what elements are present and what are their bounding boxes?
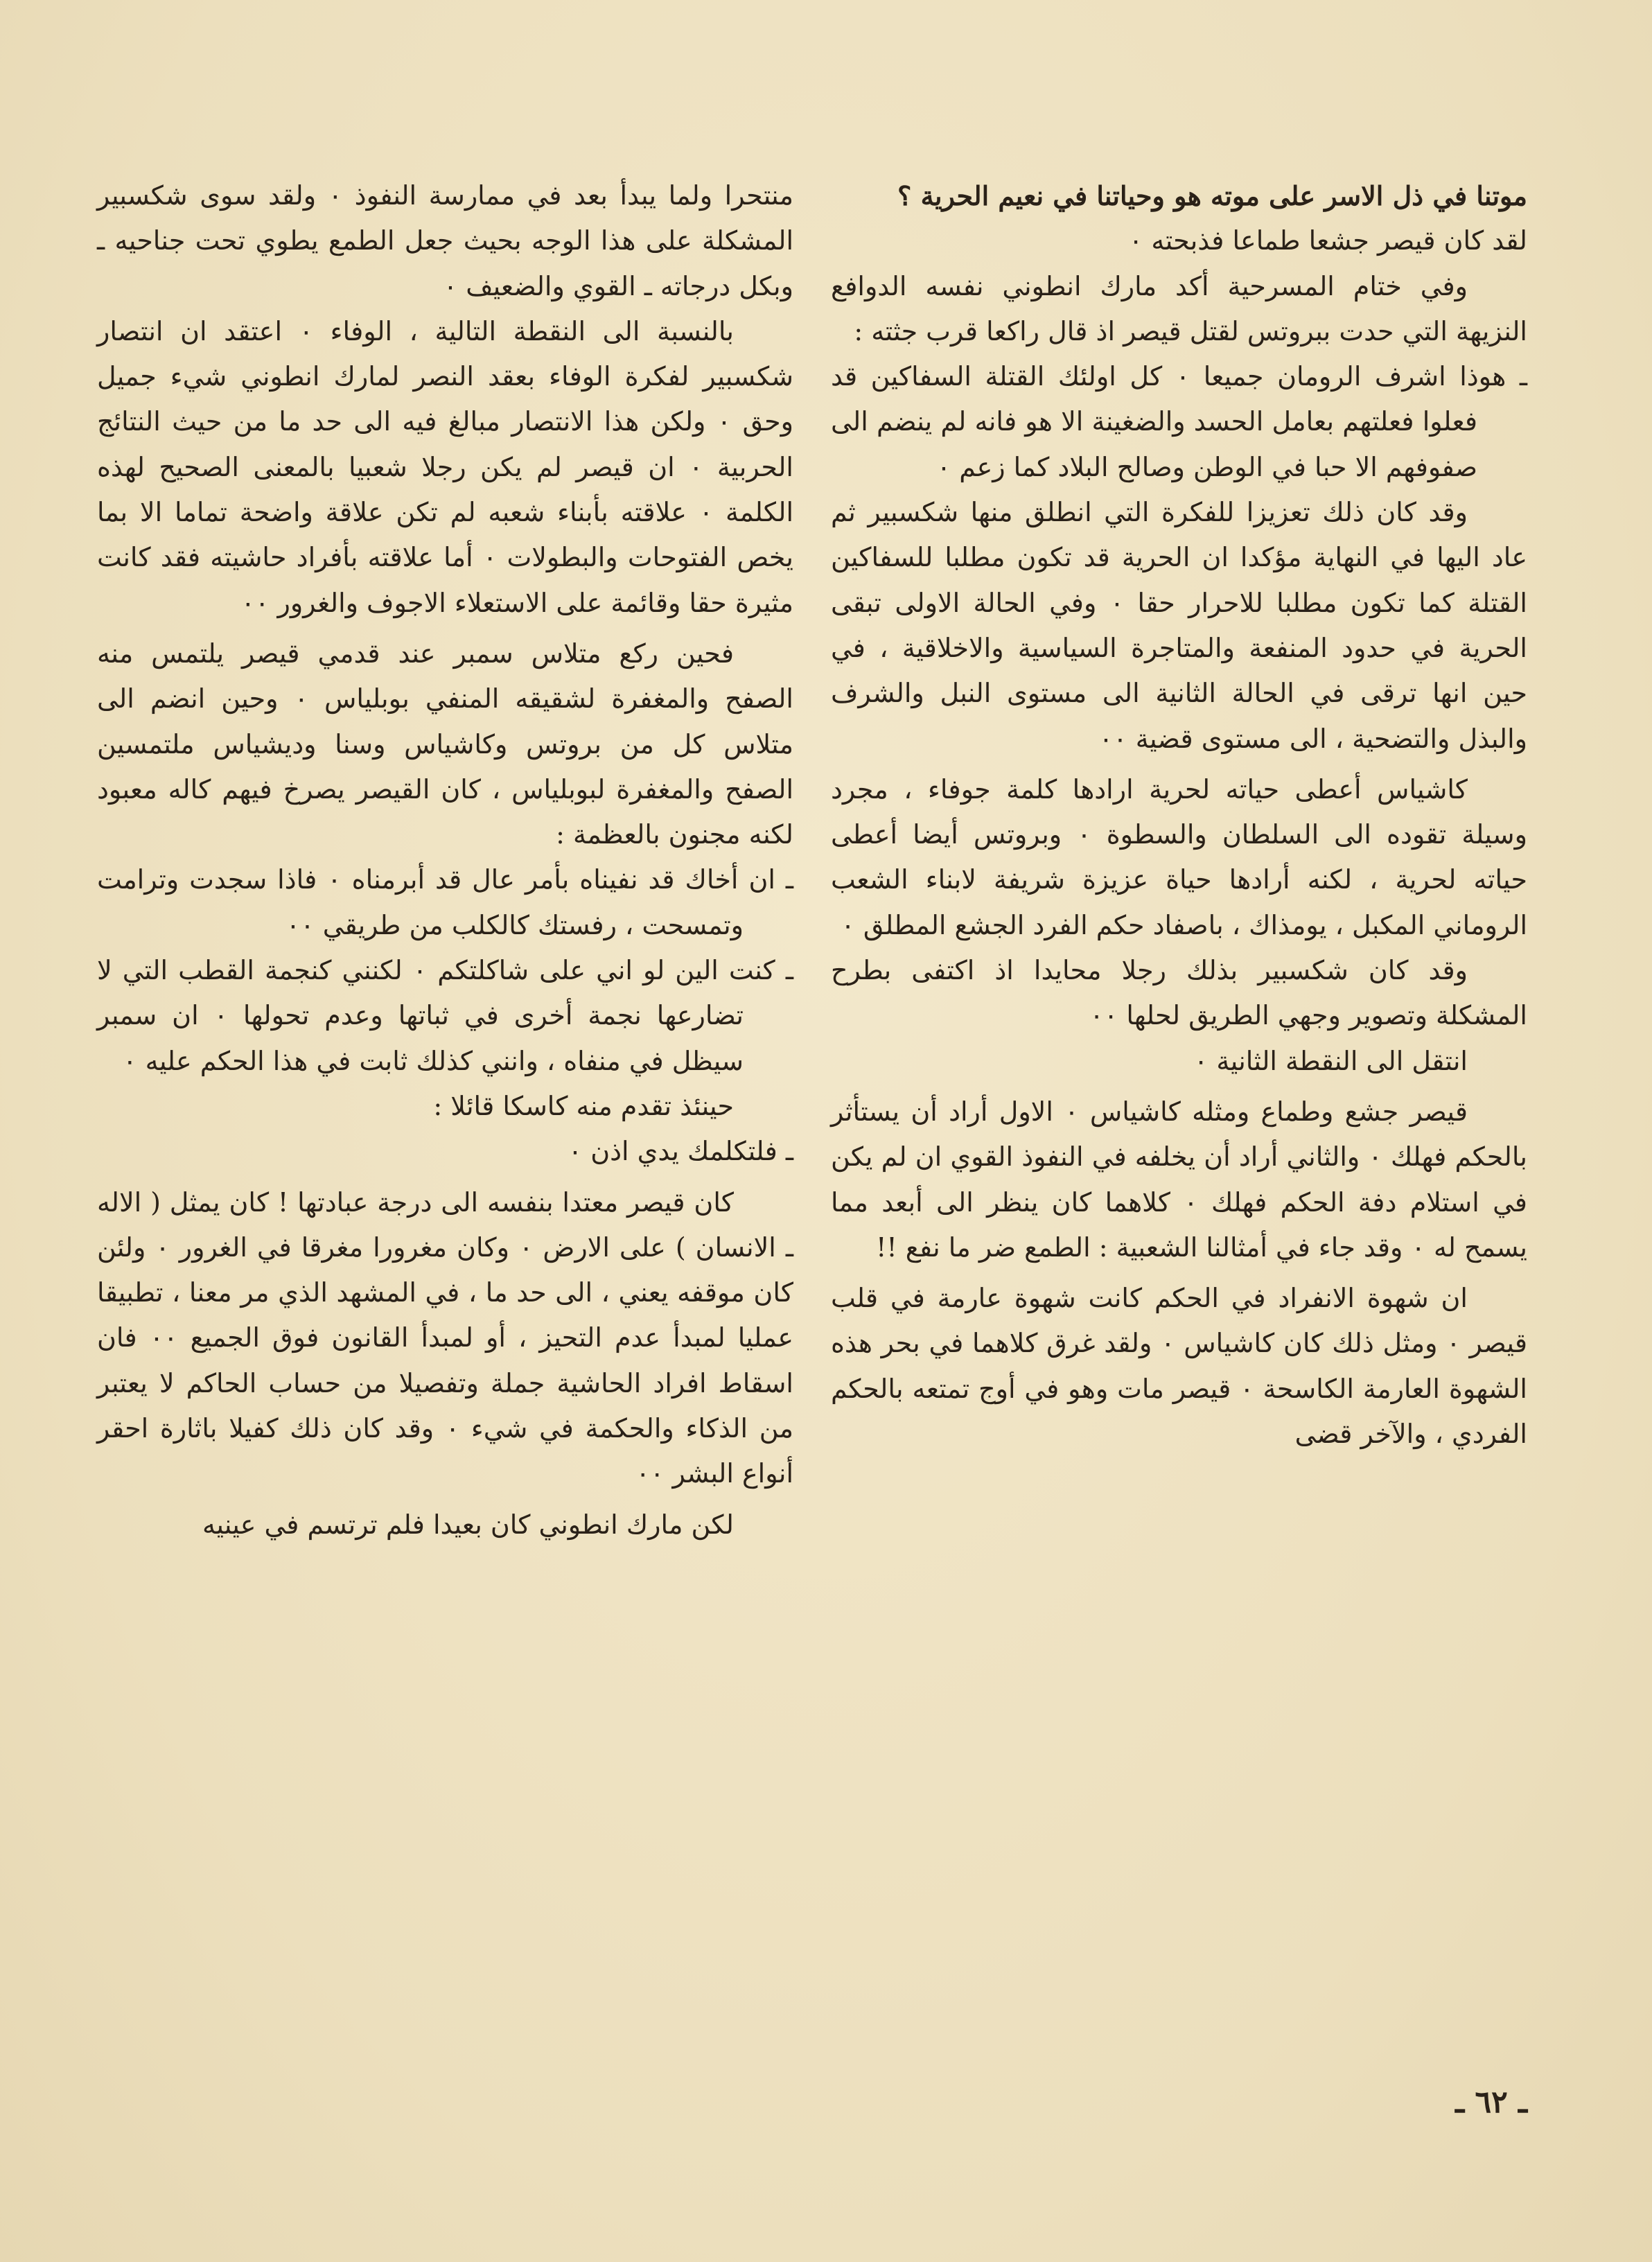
paragraph: لقد كان قيصر جشعا طماعا فذبحته ٠ [1128, 225, 1527, 256]
paragraph: وفي ختام المسرحية أكد مارك انطوني نفسه الدوافع النزيهة التي حدت ببروتس لقتل قيصر اذ قال راكعا قرب جثته : [831, 270, 1527, 347]
paragraph: كاشياس أعطى حياته لحرية ارادها كلمة جوفاء ، مجرد وسيلة تقوده الى السلطان والسطوة ٠ وبروتس أيضا أعطى حياته لحرية ، لكنه أرادها حياة عزيزة شريفة لابناء الشعب الروماني المكبل ، يومذاك ، باصفاد حكم الفرد الجشع المطلق ٠ [831, 773, 1528, 940]
page-number: ـ ٦٢ ـ [1455, 2085, 1527, 2120]
right-text-column [831, 173, 1527, 1457]
paragraph: منتحرا ولما يبدأ بعد في ممارسة النفوذ ٠ ولقد سوى شكسبير المشكلة على هذا الوجه بحيث جعل الطمع يطوي تحت جناحيه ـ وبكل درجاته ـ القوي والضعيف ٠ [97, 180, 793, 301]
paragraph: ـ ان أخاك قد نفيناه بأمر عال قد أبرمناه ٠ فاذا سجدت وترامت وتمسحت ، رفستك كالكلب من طريقي ٠٠ [97, 864, 793, 940]
paragraph: حينئذ تقدم منه كاسكا قائلا : [433, 1090, 734, 1121]
paragraph: انتقل الى النقطة الثانية ٠ [1193, 1045, 1468, 1076]
paragraph: ان شهوة الانفراد في الحكم كانت شهوة عارمة في قلب قيصر ٠ ومثل ذلك كان كاشياس ٠ ولقد غرق كلاهما في بحر هذه الشهوة العارمة الكاسحة ٠ قيصر مات وهو في أوج تمتعه بالحكم الفردي ، والآخر قضى [831, 1283, 1527, 1450]
paragraph: فحين ركع متلاس سمبر عند قدمي قيصر يلتمس منه الصفح والمغفرة لشقيقه المنفي بوبلياس ٠ وحين انضم الى متلاس كل من بروتس وكاشياس وسنا وديشياس ملتمسين الصفح والمغفرة لبوبلياس ، كان القيصر يصرخ فيهم كاله معبود لكنه مجنون بالعظمة : [97, 638, 793, 850]
paragraph: بالنسبة الى النقطة التالية ، الوفاء ٠ اعتقد ان انتصار شكسبير لفكرة الوفاء بعقد النصر لمارك انطوني شيء جميل وحق ٠ ولكن هذا الانتصار مبالغ فيه الى حد ما من حيث النتائج الحربية ٠ ان قيصر لم يكن رجلا شعبيا بالمعنى الصحيح لهذه الكلمة ٠ علاقته بأبناء شعبه لم تكن علاقة واضحة تماما الا بما يخص الفتوحات والبطولات ٠ أما علاقته بأفراد حاشيته فقد كانت مثيرة حقا وقائمة على الاستعلاء الاجوف والغرور ٠٠ [97, 315, 793, 618]
paragraph: وقد كان ذلك تعزيزا للفكرة التي انطلق منها شكسبير ثم عاد اليها في النهاية مؤكدا ان الحرية قد تكون مطلبا للسفاكين القتلة كما تكون مطلبا للاحرار حقا ٠ وفي الحالة الاولى تبقى الحرية في حدود المنفعة والمتاجرة السياسية والاخلاقية ، في حين انها ترقى في الحالة الثانية الى مستوى النبل والشرف والبذل والتضحية ، الى مستوى قضية ٠٠ [831, 497, 1527, 754]
left-text-column [97, 173, 793, 1548]
paragraph: موتنا في ذل الاسر على موته هو وحياتنا في نعيم الحرية ؟ [897, 180, 1527, 211]
paragraph: ـ كنت الين لو اني على شاكلتكم ٠ لكنني كنجمة القطب التي لا تضارعها نجمة أخرى في ثباتها وعدم تحولها ٠ ان سمبر سيظل في منفاه ، وانني كذلك ثابت في هذا الحكم عليه ٠ [97, 955, 793, 1076]
paragraph: قيصر جشع وطماع ومثله كاشياس ٠ الاول أراد أن يستأثر بالحكم فهلك ٠ والثاني أراد أن يخلفه في النفوذ القوي ان لم يكن في استلام دفة الحكم فهلك ٠ كلاهما كان ينظر الى أبعد مما يسمح له ٠ وقد جاء في أمثالنا الشعبية : الطمع ضر ما نفع !! [831, 1096, 1527, 1263]
paragraph: وقد كان شكسبير بذلك رجلا محايدا اذ اكتفى بطرح المشكلة وتصوير وجهي الطريق لحلها ٠٠ [831, 955, 1527, 1031]
paragraph: لكن مارك انطوني كان بعيدا فلم ترتسم في عينيه [202, 1509, 734, 1540]
paragraph: كان قيصر معتدا بنفسه الى درجة عبادتها ! كان يمثل ( الاله ـ الانسان ) على الارض ٠ وكان مغرورا مغرقا في الغرور ٠ ولئن كان موقفه يعني ، الى حد ما ، في المشهد الذي مر معنا ، تطبيقا عمليا لمبدأ عدم التحيز ، أو لمبدأ القانون فوق الجميع ٠٠ فان اسقاط افراد الحاشية جملة وتفصيلا من حساب الحاكم لا يعتبر من الذكاء والحكمة في شيء ٠ وقد كان ذلك كفيلا باثارة احقر أنواع البشر ٠٠ [97, 1186, 794, 1489]
paragraph: ـ فلتكلمك يدي اذن ٠ [568, 1136, 793, 1167]
paragraph: ـ هوذا اشرف الرومان جميعا ٠ كل اولئك القتلة السفاكين قد فعلوا فعلتهم بعامل الحسد والضغينة الا هو فانه لم ينضم الى صفوفهم الا حبا في الوطن وصالح البلاد كما زعم ٠ [831, 361, 1528, 482]
